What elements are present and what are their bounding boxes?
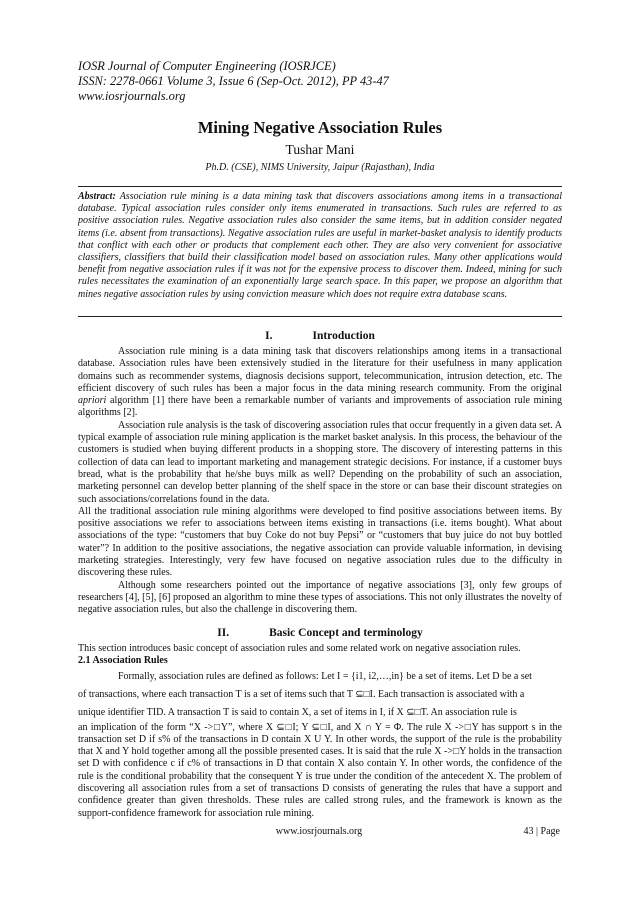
section-1-body — [78, 346, 562, 617]
abstract-bottom-rule — [78, 316, 562, 317]
journal-site: www.iosrjournals.org — [78, 89, 186, 103]
abstract-text: Association rule mining is a data mining task that discovers associations among items in a transactional database. Typical association rules consider only items enumerated in transactions. Such rules are referred to as positive association rules. Negative association rules also consider the same items, but in addition consider negated items (i.e. absent from transactions). Negative association rules are useful in market-basket analysis to identify products that conflict with each other or products that complement each other. They are also very convenient for associative classifiers, classifiers that build their classification model based on association rules. Many other applications would benefit from negative association rules if it was not for the expensive process to discover them. Indeed, mining for such rules necessitates the examination of an exponentially large search space. In this paper, we propose an algorithm that mines negative association rules by using conviction measure which does not require extra database scans. — [78, 191, 562, 300]
journal-header — [78, 59, 389, 104]
intro-paragraph-2: Association rule analysis is the task of discovering association rules that occur frequently in a given data set. A typical example of association rule mining application is the market basket analysis. In this process, the behaviour of the customers is studied when buying different products in a shopping store. The discovery of interesting patterns in this collection of data can lead to important marketing and management strategic decisions. For instance, if a customer buys bread, what is the probability that he/she buys milk as well? Depending on the probability of such an association, marketing personnel can develop better planning of the shelf space in the store or can base their discount strategies on such associations/correlations found in the data. — [78, 419, 562, 505]
section-2-number: II. — [217, 627, 230, 639]
assoc-rules-definition: an implication of the form “X ->□Y”, where X ⊆□I; Y ⊆□I, and X ∩ Y = Φ. The rule X ->□Y has support s in the transaction set D if s% of the transactions in D contain X U Y. In other words, the support of the rule is the probability that X and Y hold together among all the possible presented cases. It is said that the rule X ->□Y holds in the transaction set D with confidence c if c% of transactions in D that contain X also contain Y. In other words, the confidence of the rule is the conditional probability that the consequent Y is true under the condition of the antecedent X. The problem of discovering all association rules from a set of transactions D consists of generating the rules that have a support and confidence greater than given thresholds. These rules are called strong rules, and the framework is known as the support-confidence framework for association rule mining. — [78, 721, 562, 819]
author-affiliation: Ph.D. (CSE), NIMS University, Jaipur (Rajasthan), India — [205, 162, 435, 173]
abstract — [78, 191, 562, 301]
abstract-top-rule — [78, 186, 562, 187]
section-2-title: Basic Concept and terminology — [269, 627, 423, 639]
paper-author: Tushar Mani — [285, 142, 355, 157]
assoc-rules-line-3: unique identifier TID. A transaction T is said to contain X, a set of items in I, if X ⊆□T. An association rule is — [78, 706, 517, 718]
paper-title: Mining Negative Association Rules — [197, 118, 443, 137]
intro-paragraph-3: All the traditional association rule mining algorithms were developed to find positive associations between items. By positive associations we refer to associations between items existing in transactions (i.e. items bought). What about associations of the type: “customers that buy Coke do not buy Pepsi” or “customers that buy juice do not buy bottled water”? In addition to the positive associations, the negative association can provide valuable information, in devising marketing strategies. Interestingly, very few have focused on negative association rules due to the difficulty in discovering these rules. — [78, 505, 562, 579]
assoc-rules-line-2: of transactions, where each transaction T is a set of items such that T ⊆□I. Each transaction is associated with a — [78, 688, 525, 700]
section-2-body — [78, 643, 562, 820]
journal-name: IOSR Journal of Computer Engineering (IOSRJCE) — [78, 59, 336, 73]
section-1-number: I. — [265, 330, 273, 342]
section-2-heading — [78, 627, 562, 639]
intro-p1-part-b: algorithm [1] there have been a remarkable number of variants and improvements of association rule mining algorithms [2]. — [78, 395, 562, 419]
assoc-rules-line-1: Formally, association rules are defined as follows: Let I = {i1, i2,…,in} be a set of items. Let D be a set — [118, 670, 532, 682]
subsection-2-1-title: 2.1 Association Rules — [78, 655, 168, 667]
section-1-title: Introduction — [312, 330, 375, 342]
intro-p1-emphasis: apriori — [78, 395, 107, 407]
section-1-heading — [78, 330, 562, 342]
abstract-label: Abstract: — [78, 191, 116, 202]
intro-paragraph-1 — [78, 346, 562, 420]
intro-p1-part-a: Association rule mining is a data mining task that discovers relationships among items in a transactional database. Association rules have been extensively studied in the literature for their usefulness in many application domains such as recommender systems, diagnosis decisions support, telecommunication, intrusion detection, etc. The efficient discovery of such rules has been a major focus in the data mining research community. From the original — [78, 346, 562, 394]
journal-issn: ISSN: 2278-0661 Volume 3, Issue 6 (Sep-Oct. 2012), PP 43-47 — [78, 74, 389, 88]
footer-page-number: 43 | Page — [523, 826, 560, 837]
intro-paragraph-4: Although some researchers pointed out the importance of negative associations [3], only few groups of researchers [4], [5], [6] proposed an algorithm to mine these types of associations. This not only illustrates the novelty of negative association rules, but also the challenge in discovering them. — [78, 579, 562, 616]
footer-url: www.iosrjournals.org — [275, 826, 363, 837]
section-2-intro: This section introduces basic concept of association rules and some related work on negative association rules. — [78, 643, 521, 654]
